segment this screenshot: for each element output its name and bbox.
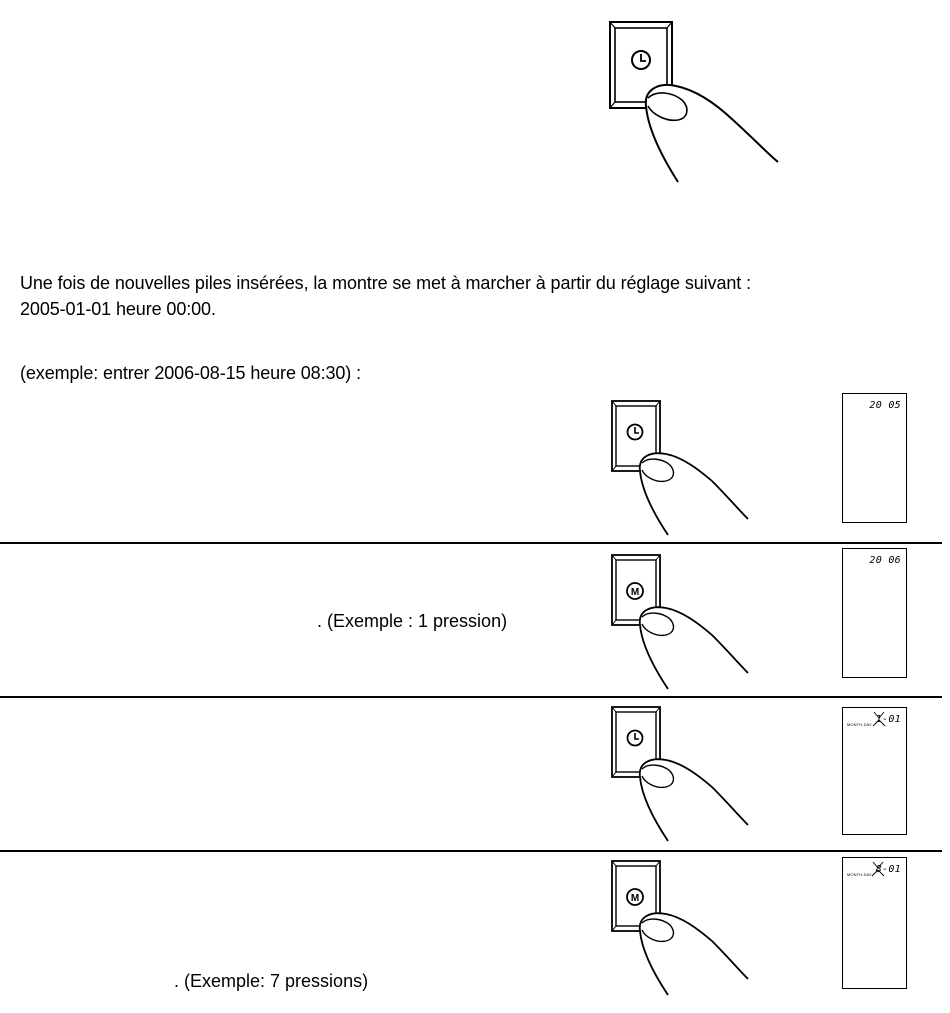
step-3-finger-press-illustration	[610, 705, 760, 845]
divider-1	[0, 542, 942, 544]
divider-3	[0, 850, 942, 852]
example-line: (exemple: entrer 2006-08-15 heure 08:30) :	[20, 363, 362, 383]
step-4	[0, 853, 950, 1013]
m-icon	[627, 583, 643, 599]
intro-paragraph	[20, 270, 940, 322]
finger	[646, 85, 778, 182]
finger	[640, 607, 748, 689]
clock-icon	[632, 51, 650, 69]
step-1	[0, 385, 950, 540]
display-year: 20 05	[869, 400, 901, 411]
top-finger-press-illustration	[608, 20, 788, 190]
step-4-watch-display	[842, 857, 907, 989]
m-letter: M	[630, 893, 640, 904]
display-month-day: 8-01	[875, 864, 901, 875]
step-4-caption: . (Exemple: 7 pressions)	[174, 971, 369, 991]
display-mode-label: MONTH-DAY	[847, 872, 872, 877]
display-month-day: 1-01	[875, 714, 901, 725]
display-mode-label: MONTH-DAY	[847, 722, 872, 727]
step-3	[0, 699, 950, 849]
intro-line-1: Une fois de nouvelles piles insérées, la montre se met à marcher à partir du réglage suivant :	[20, 273, 751, 293]
finger	[640, 759, 748, 841]
step-2	[0, 545, 950, 695]
m-letter: M	[630, 587, 640, 598]
step-1-watch-display	[842, 393, 907, 523]
step-4-finger-press-illustration	[610, 859, 760, 999]
intro-line-2: 2005-01-01 heure 00:00.	[20, 299, 216, 319]
clock-icon	[628, 425, 643, 440]
step-2-finger-press-illustration	[610, 553, 760, 693]
clock-icon	[628, 731, 643, 746]
step-3-watch-display	[842, 707, 907, 835]
step-2-watch-display	[842, 548, 907, 678]
step-1-finger-press-illustration	[610, 399, 760, 539]
m-icon	[627, 889, 643, 905]
display-year: 20 06	[869, 555, 901, 566]
step-2-caption: . (Exemple : 1 pression)	[317, 611, 508, 631]
finger	[640, 913, 748, 995]
finger	[640, 453, 748, 535]
divider-2	[0, 696, 942, 698]
